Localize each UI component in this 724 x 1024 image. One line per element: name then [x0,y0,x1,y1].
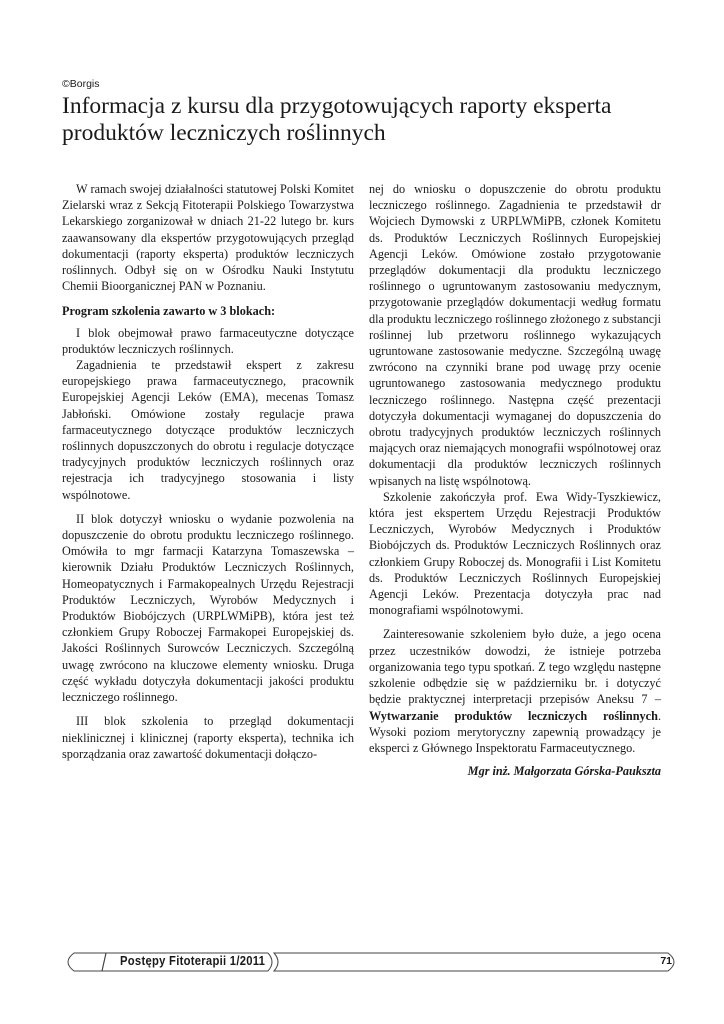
summary-text-end: . Wysoki poziom merytoryczny zapewnią prowadzący je eksperci z Głównego Inspektoratu Farmaceutycznego. [369,708,661,755]
page-footer [60,950,682,974]
right-column [369,181,661,779]
page-number: 71 [660,955,672,967]
summary-text-start: Zainteresowanie szkoleniem było duże, a jego ocena przez uczestników dowodzi, że istnieje potrzeba organizowania tego typu spotkań. Z tego względu następne szkolenie odbędzie się w październiku br. i dotyczyć będzie praktycznej interpretacji przepisów Aneksu 7 – [369,627,661,707]
closing-lecture-paragraph: Szkolenie zakończyła prof. Ewa Widy-Tyszkiewicz, która jest ekspertem Urzędu Rejestracji Produktów Leczniczych, Wyrobów Medycznych i Produktów Biobójczych ds. Produktów Leczniczych Roślinnych oraz członkiem Grupy Roboczej ds. Monografii i List Komitetu ds. Produktów Leczniczych Roślinnych Europejskiej Agencji Leków. Prezentacja dotyczyła prac nad monografiami wspólnotowymi. [369,489,661,618]
author-signature: Mgr inż. Małgorzata Górska-Paukszta [467,764,661,779]
block-2-paragraph: II blok dotyczył wniosku o wydanie pozwolenia na dopuszczenie do obrotu produktu leczniczego roślinnego. Omówiła to mgr farmacji Katarzyna Tomaszewska – kierownik Działu Produktów Leczniczych Roślinnych, Homeopatycznych i Farmakopealnych Urzędu Rejestracji Produktów Leczniczych, Wyrobów Medycznych i Produktów Biobójczych (URPLWMiPB), która jest też członkiem Grupy Roboczej Farmakopei Europejskiej ds. Jakości Roślinnych Surowców Leczniczych. Szczególną uwagę zwrócono na kluczowe elementy wniosku. Druga część wykładu dotyczyła dokumentacji jakości produktu leczniczego roślinnego. [62,511,354,705]
program-heading: Program szkolenia zawarto w 3 blokach: [62,304,276,319]
copyright-notice: ©Borgis [62,78,100,90]
summary-bold-topic: Wytwarzanie produktów leczniczych roślinnych [369,708,658,723]
intro-paragraph: W ramach swojej działalności statutowej Polski Komitet Zielarski wraz z Sekcją Fitoterapii Polskiego Towarzystwa Lekarskiego zorganizował w dniach 21-22 lutego br. kurs zaawansowany dla ekspertów przygotowujących przegląd dokumentacji (raporty eksperta) produktów leczniczych roślinnych. Odbył się on w Ośrodku Nauki Instytutu Chemii Bioorganicznej PAN w Poznaniu. [62,182,354,294]
block-3-paragraph: III blok szkolenia to przegląd dokumentacji nieklinicznej i klinicznej (raporty eksperta), technika ich sporządzania oraz zawartość dokumentacji dołączo- [62,714,354,761]
block-3-continued-paragraph: nej do wniosku o dopuszczenie do obrotu produktu leczniczego roślinnego. Zagadnienia te przedstawił dr Wojciech Dymowski z URPLWMiPB, członek Komitetu ds. Produktów Leczniczych Roślinnych Europejskiej Agencji Leków. Omówione zostało przygotowanie przeglądów dokumentacji dla produktu leczniczego roślinnego o ugruntowanym zastosowaniu medycznym, przygotowanie przeglądów dokumentacji według formatu dla produktu leczniczego roślinnego złożonego z substancji roślinnej lub przetworu roślinnego wykazujących ugruntowane zastosowanie medyczne. Szczególną uwagę zwrócono na czynniki brane pod uwagę przy ocenie ugruntowanego zastosowania medycznego produktu leczniczego roślinnego. Następna część prezentacji dotyczyła dokumentacji wymaganej do dopuszczenia do obrotu tradycyjnych produktów leczniczych roślinnych mających oraz niemających monografii wspólnotowej oraz dokumentacji dla produktów leczniczych roślinnych wpisanych na listę wspólnotową. [369,182,661,488]
block-1-details-paragraph: Zagadnienia te przedstawił ekspert z zakresu europejskiego prawa farmaceutycznego, pracownik Europejskiej Agencji Leków (EMA), mecenas Tomasz Jabłoński. Omówione zostały regulacje prawa farmaceutycznego dotyczące produktów leczniczych roślinnych dopuszczonych do obrotu i regulacje dotyczące tradycyjnych produktów leczniczych roślinnych oraz rejestracja ich tradycyjnego stosowania i listy wspólnotowe. [62,358,354,502]
block-1-paragraph: I blok obejmował prawo farmaceutyczne dotyczące produktów leczniczych roślinnych. [62,325,354,356]
left-column [62,181,354,762]
article-title: Informacja z kursu dla przygotowujących raporty eksperta produktów leczniczych roślinnych [62,93,612,146]
summary-paragraph [369,626,661,756]
journal-name: Postępy Fitoterapii 1/2011 [120,954,266,968]
